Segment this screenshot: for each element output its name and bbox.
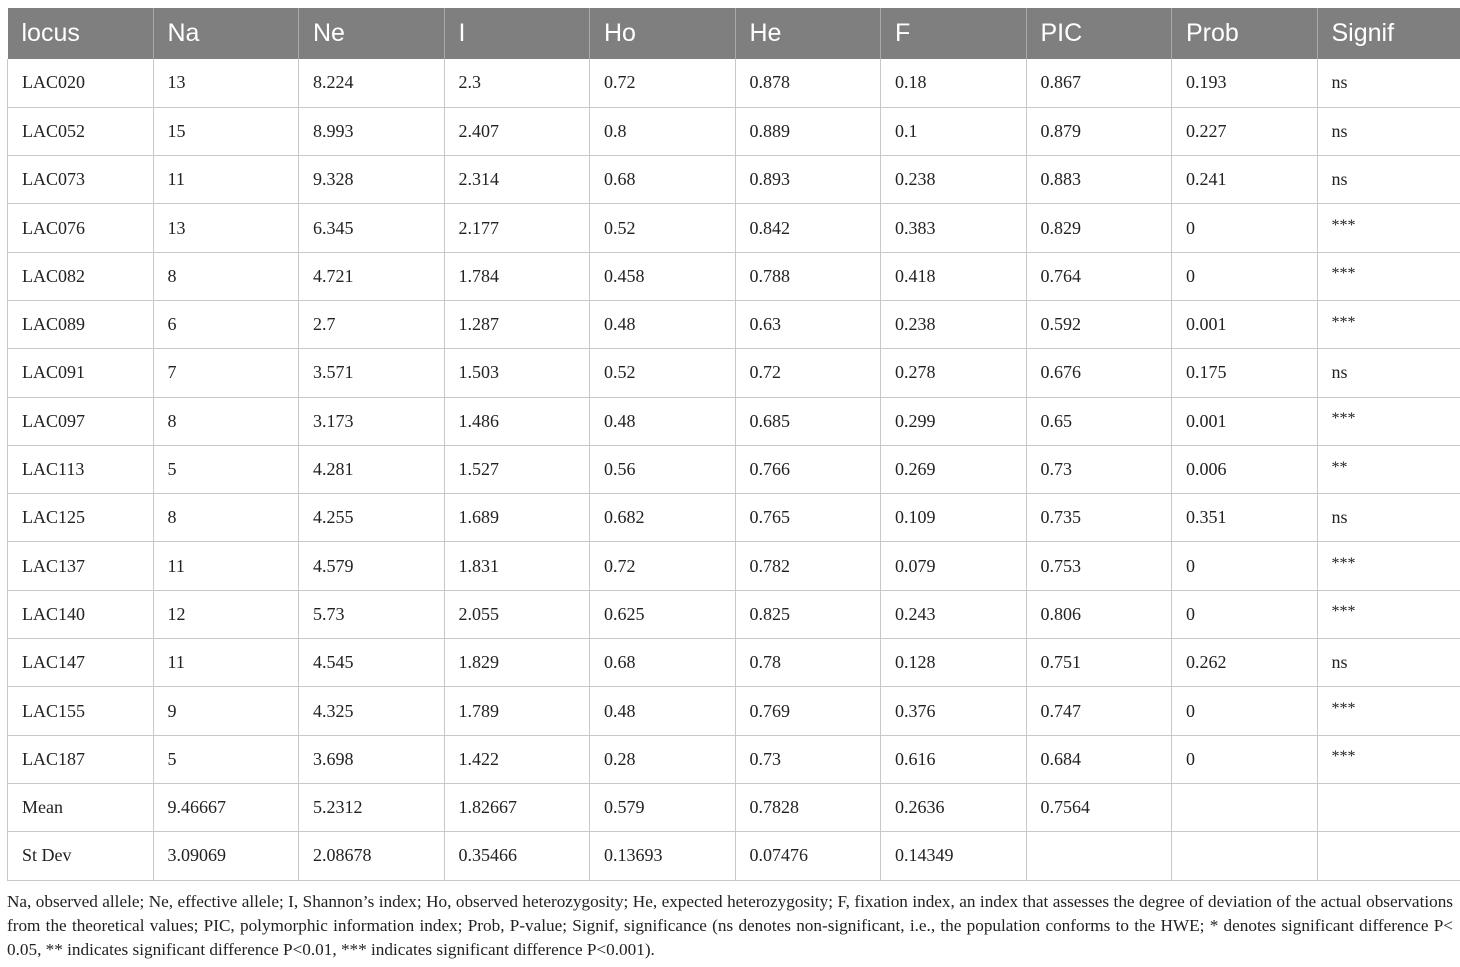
column-header-na: Na <box>153 8 299 59</box>
table-cell-he: 0.825 <box>735 590 881 638</box>
table-cell-na: 15 <box>153 107 299 155</box>
table-row <box>8 349 1460 397</box>
table-cell-signif <box>1317 832 1460 880</box>
table-cell-locus: LAC076 <box>8 204 154 252</box>
table-cell-pic: 0.764 <box>1026 252 1172 300</box>
table-cell-he: 0.769 <box>735 687 881 735</box>
table-cell-pic: 0.867 <box>1026 59 1172 107</box>
table-cell-na: 9 <box>153 687 299 735</box>
table-cell-ne: 5.2312 <box>299 783 445 831</box>
table-cell-ne: 6.345 <box>299 204 445 252</box>
table-cell-signif: *** <box>1317 735 1460 783</box>
column-header-he: He <box>735 8 881 59</box>
table-cell-prob <box>1172 832 1318 880</box>
table-cell-pic: 0.73 <box>1026 445 1172 493</box>
table-cell-na: 7 <box>153 349 299 397</box>
table-row <box>8 542 1460 590</box>
table-cell-locus: Mean <box>8 783 154 831</box>
table-cell-f: 0.079 <box>881 542 1027 590</box>
table-cell-he: 0.685 <box>735 397 881 445</box>
column-header-ne: Ne <box>299 8 445 59</box>
table-cell-pic: 0.806 <box>1026 590 1172 638</box>
table-cell-signif: ns <box>1317 494 1460 542</box>
table-row <box>8 252 1460 300</box>
table-cell-f: 0.128 <box>881 639 1027 687</box>
table-cell-signif <box>1317 783 1460 831</box>
table-cell-signif: ns <box>1317 107 1460 155</box>
table-cell-ne: 2.08678 <box>299 832 445 880</box>
table-cell-ho: 0.48 <box>590 397 736 445</box>
table-cell-ne: 9.328 <box>299 156 445 204</box>
table-cell-na: 9.46667 <box>153 783 299 831</box>
table-cell-he: 0.765 <box>735 494 881 542</box>
table-cell-signif: ns <box>1317 349 1460 397</box>
table-cell-f: 0.418 <box>881 252 1027 300</box>
table-cell-ne: 4.325 <box>299 687 445 735</box>
table-cell-signif: ns <box>1317 639 1460 687</box>
table-row <box>8 204 1460 252</box>
table-cell-f: 0.243 <box>881 590 1027 638</box>
table-cell-locus: LAC097 <box>8 397 154 445</box>
table-cell-f: 0.299 <box>881 397 1027 445</box>
table-cell-ne: 4.721 <box>299 252 445 300</box>
column-header-f: F <box>881 8 1027 59</box>
table-cell-he: 0.788 <box>735 252 881 300</box>
table-cell-f: 0.376 <box>881 687 1027 735</box>
table-row <box>8 639 1460 687</box>
table-cell-f: 0.1 <box>881 107 1027 155</box>
column-header-signif: Signif <box>1317 8 1460 59</box>
table-cell-signif: *** <box>1317 397 1460 445</box>
table-cell-locus: LAC187 <box>8 735 154 783</box>
table-cell-ho: 0.458 <box>590 252 736 300</box>
table-cell-locus: LAC089 <box>8 300 154 348</box>
table-cell-pic: 0.883 <box>1026 156 1172 204</box>
table-cell-signif: *** <box>1317 300 1460 348</box>
table-row <box>8 832 1460 880</box>
table-cell-signif: *** <box>1317 542 1460 590</box>
table-cell-ne: 5.73 <box>299 590 445 638</box>
table-cell-pic: 0.735 <box>1026 494 1172 542</box>
table-cell-na: 8 <box>153 494 299 542</box>
table-cell-he: 0.893 <box>735 156 881 204</box>
table-cell-f: 0.109 <box>881 494 1027 542</box>
table-cell-i: 1.831 <box>444 542 590 590</box>
table-cell-pic: 0.65 <box>1026 397 1172 445</box>
table-cell-locus: LAC147 <box>8 639 154 687</box>
table-cell-pic: 0.751 <box>1026 639 1172 687</box>
table-cell-ho: 0.625 <box>590 590 736 638</box>
table-cell-i: 1.422 <box>444 735 590 783</box>
table-cell-pic: 0.592 <box>1026 300 1172 348</box>
table-cell-prob: 0.262 <box>1172 639 1318 687</box>
table-cell-i: 1.82667 <box>444 783 590 831</box>
table-cell-locus: LAC052 <box>8 107 154 155</box>
table-cell-na: 8 <box>153 252 299 300</box>
table-cell-ne: 4.281 <box>299 445 445 493</box>
table-cell-ne: 4.579 <box>299 542 445 590</box>
table-cell-i: 1.789 <box>444 687 590 735</box>
table-cell-f: 0.383 <box>881 204 1027 252</box>
data-table-container <box>7 8 1452 881</box>
table-cell-ne: 8.224 <box>299 59 445 107</box>
table-cell-ho: 0.48 <box>590 300 736 348</box>
table-cell-i: 2.3 <box>444 59 590 107</box>
table-cell-f: 0.278 <box>881 349 1027 397</box>
table-cell-he: 0.878 <box>735 59 881 107</box>
table-cell-na: 11 <box>153 542 299 590</box>
table-cell-f: 0.238 <box>881 156 1027 204</box>
table-cell-i: 2.314 <box>444 156 590 204</box>
table-cell-prob: 0.351 <box>1172 494 1318 542</box>
table-cell-prob: 0 <box>1172 204 1318 252</box>
table-cell-prob: 0 <box>1172 735 1318 783</box>
table-cell-prob: 0.193 <box>1172 59 1318 107</box>
table-cell-he: 0.782 <box>735 542 881 590</box>
table-cell-ho: 0.8 <box>590 107 736 155</box>
table-cell-he: 0.07476 <box>735 832 881 880</box>
table-row <box>8 735 1460 783</box>
table-cell-i: 1.784 <box>444 252 590 300</box>
table-row <box>8 107 1460 155</box>
table-cell-i: 2.407 <box>444 107 590 155</box>
table-cell-signif: *** <box>1317 252 1460 300</box>
table-cell-locus: St Dev <box>8 832 154 880</box>
table-cell-i: 1.486 <box>444 397 590 445</box>
table-cell-he: 0.72 <box>735 349 881 397</box>
table-cell-he: 0.842 <box>735 204 881 252</box>
table-cell-f: 0.14349 <box>881 832 1027 880</box>
column-header-i: I <box>444 8 590 59</box>
table-cell-i: 1.829 <box>444 639 590 687</box>
table-cell-na: 5 <box>153 445 299 493</box>
table-cell-locus: LAC073 <box>8 156 154 204</box>
table-cell-na: 11 <box>153 156 299 204</box>
table-row <box>8 445 1460 493</box>
table-cell-prob: 0 <box>1172 252 1318 300</box>
table-cell-locus: LAC140 <box>8 590 154 638</box>
table-cell-na: 11 <box>153 639 299 687</box>
table-cell-ho: 0.48 <box>590 687 736 735</box>
table-cell-ho: 0.72 <box>590 542 736 590</box>
table-cell-locus: LAC091 <box>8 349 154 397</box>
table-cell-prob: 0.175 <box>1172 349 1318 397</box>
table-row <box>8 59 1460 107</box>
table-cell-na: 6 <box>153 300 299 348</box>
table-cell-ne: 3.571 <box>299 349 445 397</box>
table-cell-he: 0.73 <box>735 735 881 783</box>
table-cell-i: 1.287 <box>444 300 590 348</box>
table-cell-ho: 0.72 <box>590 59 736 107</box>
table-row <box>8 494 1460 542</box>
table-cell-i: 1.527 <box>444 445 590 493</box>
table-cell-ho: 0.28 <box>590 735 736 783</box>
table-cell-locus: LAC155 <box>8 687 154 735</box>
table-cell-pic: 0.676 <box>1026 349 1172 397</box>
table-cell-prob: 0 <box>1172 687 1318 735</box>
table-cell-he: 0.78 <box>735 639 881 687</box>
table-cell-i: 1.689 <box>444 494 590 542</box>
table-footnote: Na, observed allele; Ne, effective allele; I, Shannon’s index; Ho, observed heterozygosity; He, expected heterozygosity; F, fixation index, an index that assesses the degree of deviation of the actual observations from the theoretical values; PIC, polymorphic information index; Prob, P-value; Signif, significance (ns denotes non-significant, i.e., the population conforms to the HWE; * denotes significant difference P< 0.05, ** indicates significant difference P<0.01, *** indicates significant difference P<0.001). <box>7 892 1453 959</box>
table-row <box>8 300 1460 348</box>
table-cell-na: 13 <box>153 204 299 252</box>
table-cell-pic: 0.684 <box>1026 735 1172 783</box>
column-header-prob: Prob <box>1172 8 1318 59</box>
table-cell-i: 2.055 <box>444 590 590 638</box>
table-cell-na: 5 <box>153 735 299 783</box>
table-cell-ho: 0.68 <box>590 639 736 687</box>
table-cell-f: 0.2636 <box>881 783 1027 831</box>
table-cell-na: 3.09069 <box>153 832 299 880</box>
table-cell-i: 1.503 <box>444 349 590 397</box>
table-cell-signif: ** <box>1317 445 1460 493</box>
table-cell-i: 0.35466 <box>444 832 590 880</box>
table-cell-prob: 0.001 <box>1172 397 1318 445</box>
table-cell-ho: 0.52 <box>590 204 736 252</box>
table-cell-ne: 4.545 <box>299 639 445 687</box>
table-cell-prob: 0.227 <box>1172 107 1318 155</box>
table-cell-pic: 0.7564 <box>1026 783 1172 831</box>
table-row <box>8 156 1460 204</box>
table-cell-ne: 2.7 <box>299 300 445 348</box>
table-cell-ho: 0.579 <box>590 783 736 831</box>
table-cell-signif: ns <box>1317 59 1460 107</box>
table-cell-prob <box>1172 783 1318 831</box>
table-cell-ho: 0.68 <box>590 156 736 204</box>
table-cell-pic <box>1026 832 1172 880</box>
table-cell-f: 0.616 <box>881 735 1027 783</box>
table-cell-na: 12 <box>153 590 299 638</box>
table-cell-ne: 3.698 <box>299 735 445 783</box>
table-cell-signif: *** <box>1317 687 1460 735</box>
table-cell-signif: *** <box>1317 204 1460 252</box>
table-body <box>8 59 1460 880</box>
table-row <box>8 590 1460 638</box>
table-cell-ne: 3.173 <box>299 397 445 445</box>
table-cell-signif: ns <box>1317 156 1460 204</box>
table-row <box>8 687 1460 735</box>
table-cell-f: 0.238 <box>881 300 1027 348</box>
table-cell-pic: 0.879 <box>1026 107 1172 155</box>
table-cell-ne: 8.993 <box>299 107 445 155</box>
header-row <box>8 8 1460 59</box>
table-cell-prob: 0 <box>1172 590 1318 638</box>
table-cell-ho: 0.682 <box>590 494 736 542</box>
table-cell-pic: 0.747 <box>1026 687 1172 735</box>
table-cell-f: 0.269 <box>881 445 1027 493</box>
table-cell-prob: 0 <box>1172 542 1318 590</box>
column-header-ho: Ho <box>590 8 736 59</box>
table-cell-locus: LAC113 <box>8 445 154 493</box>
table-cell-pic: 0.829 <box>1026 204 1172 252</box>
column-header-pic: PIC <box>1026 8 1172 59</box>
table-cell-prob: 0.001 <box>1172 300 1318 348</box>
table-cell-na: 8 <box>153 397 299 445</box>
table-cell-signif: *** <box>1317 590 1460 638</box>
locus-statistics-table <box>7 8 1460 881</box>
table-header <box>8 8 1460 59</box>
table-cell-prob: 0.241 <box>1172 156 1318 204</box>
table-cell-f: 0.18 <box>881 59 1027 107</box>
table-cell-locus: LAC125 <box>8 494 154 542</box>
table-cell-i: 2.177 <box>444 204 590 252</box>
table-cell-he: 0.889 <box>735 107 881 155</box>
table-cell-pic: 0.753 <box>1026 542 1172 590</box>
column-header-locus: locus <box>8 8 154 59</box>
table-cell-ne: 4.255 <box>299 494 445 542</box>
table-cell-he: 0.63 <box>735 300 881 348</box>
table-cell-na: 13 <box>153 59 299 107</box>
table-cell-prob: 0.006 <box>1172 445 1318 493</box>
table-row <box>8 397 1460 445</box>
table-cell-he: 0.766 <box>735 445 881 493</box>
table-cell-locus: LAC082 <box>8 252 154 300</box>
table-cell-ho: 0.52 <box>590 349 736 397</box>
table-cell-ho: 0.56 <box>590 445 736 493</box>
table-row <box>8 783 1460 831</box>
table-cell-ho: 0.13693 <box>590 832 736 880</box>
table-cell-locus: LAC020 <box>8 59 154 107</box>
table-cell-he: 0.7828 <box>735 783 881 831</box>
table-cell-locus: LAC137 <box>8 542 154 590</box>
